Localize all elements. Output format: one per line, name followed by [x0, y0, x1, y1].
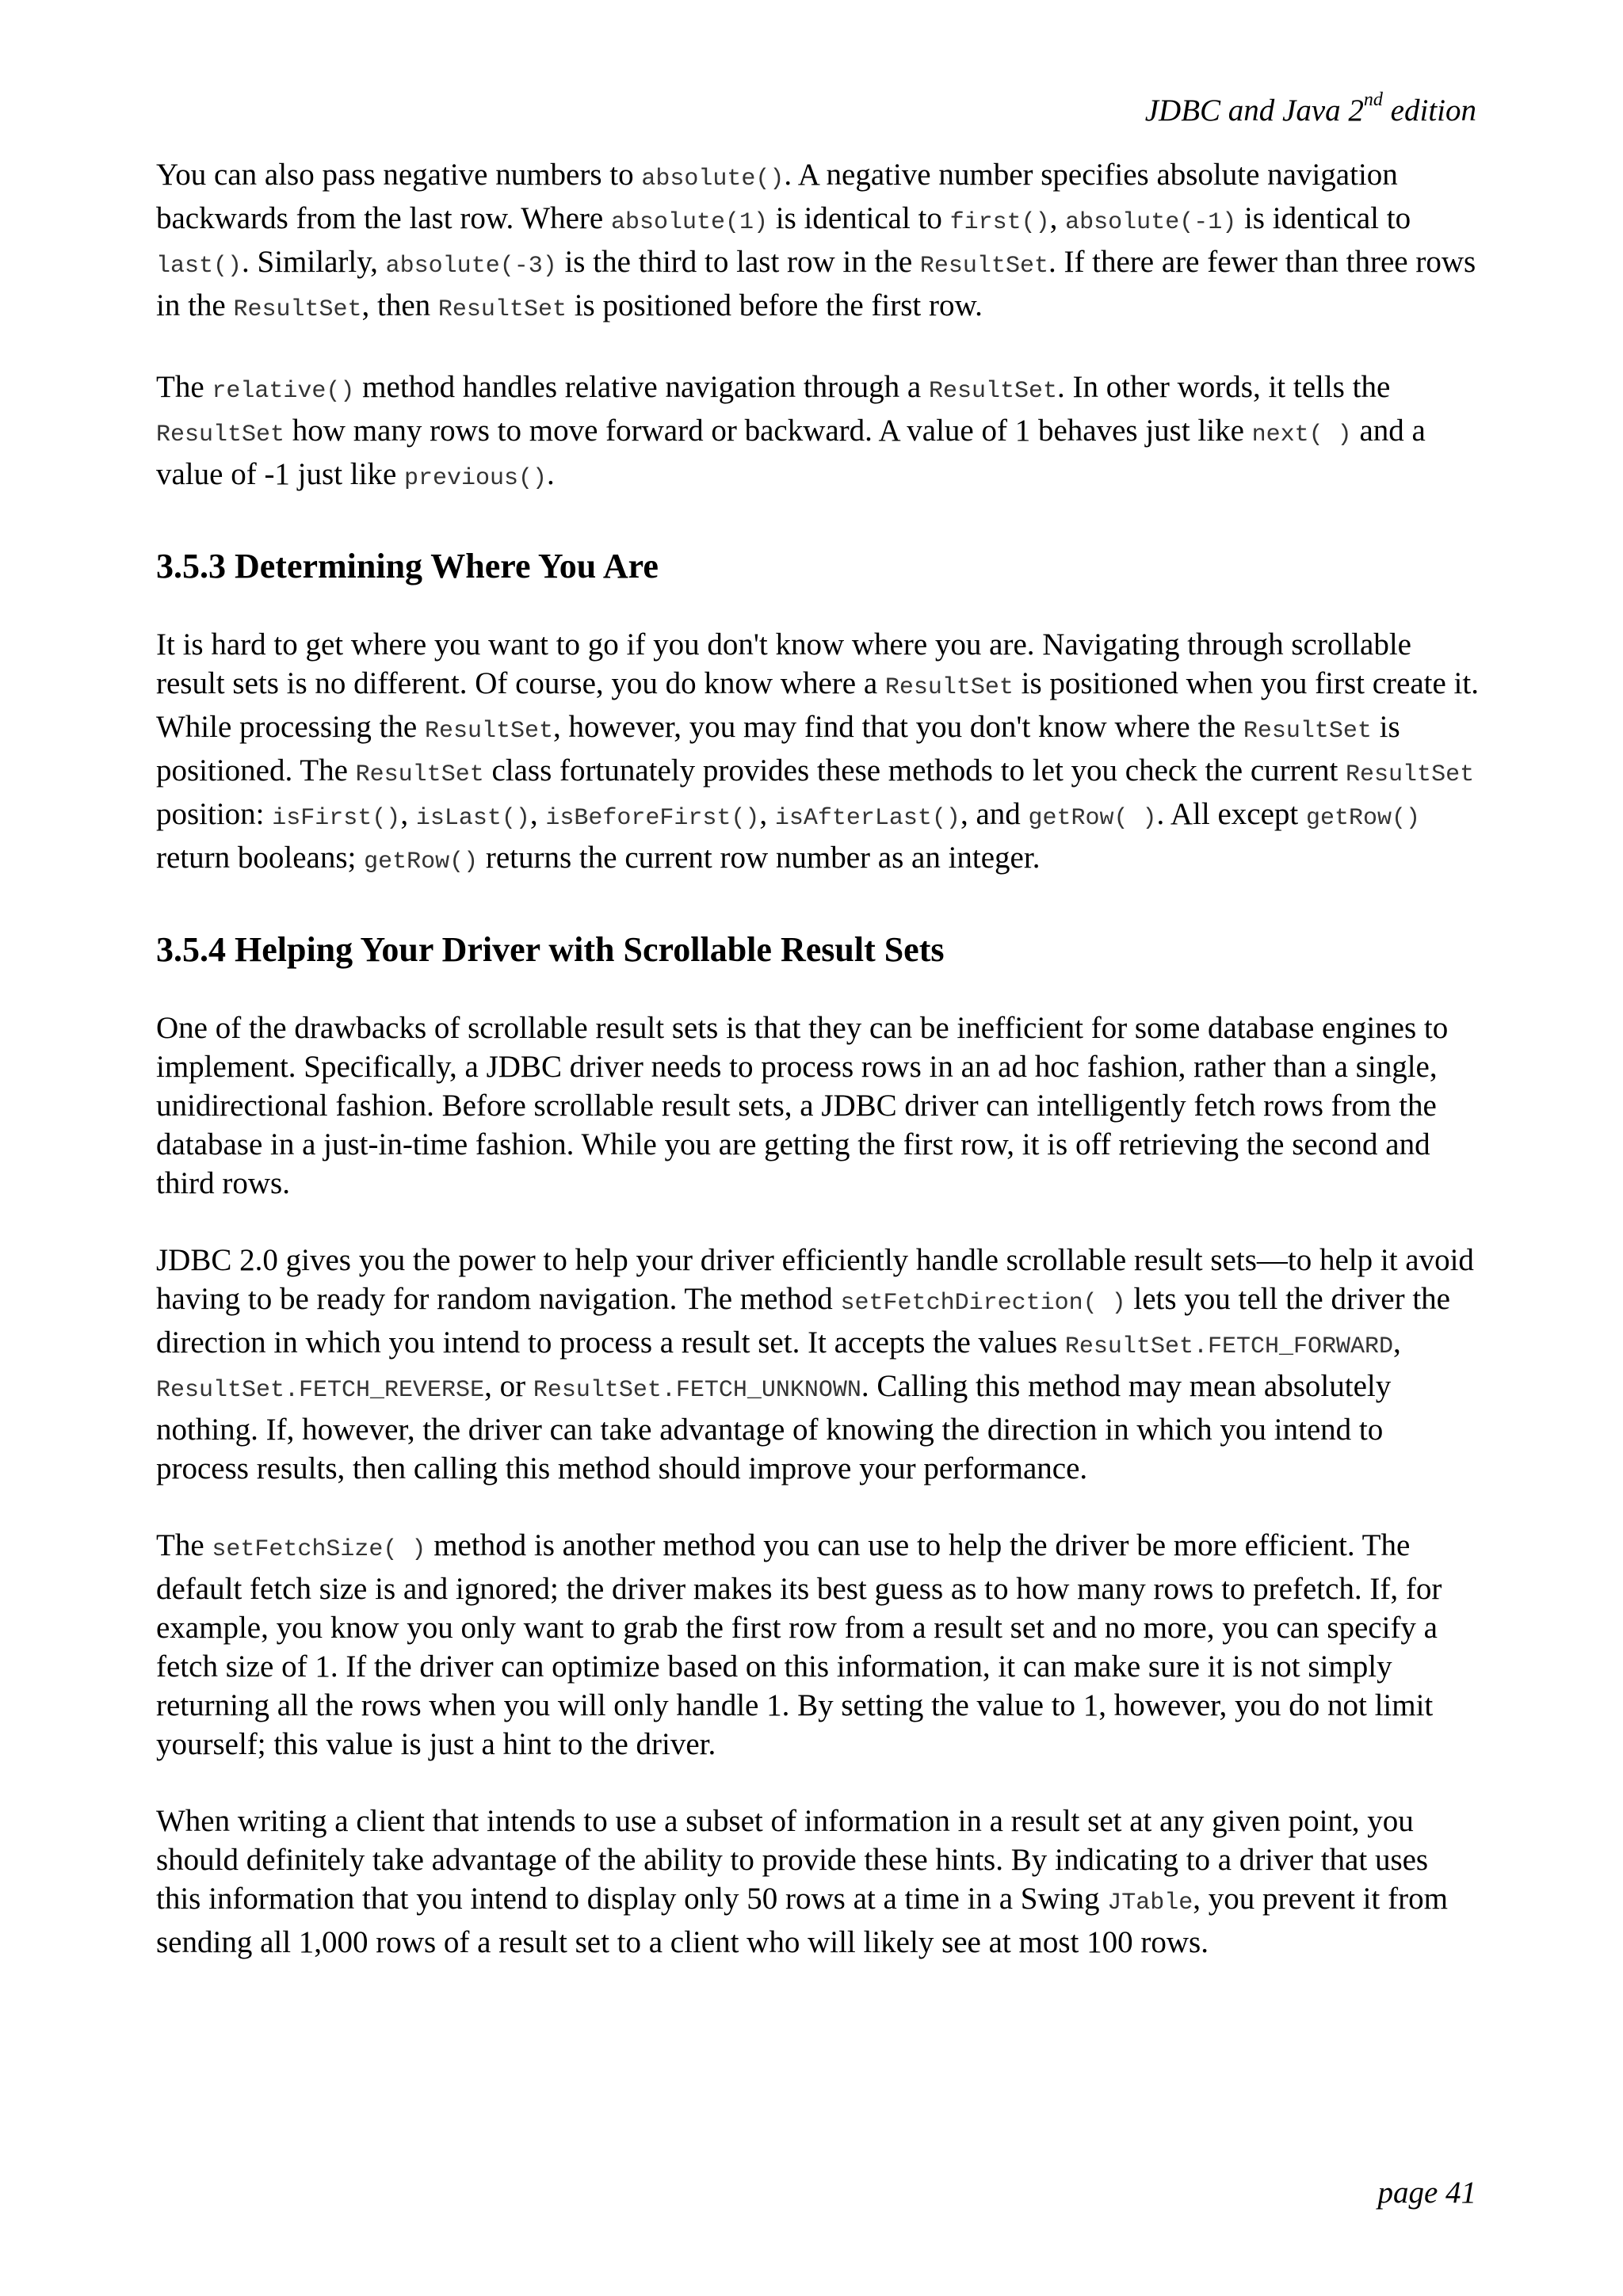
- text: You can also pass negative numbers to: [156, 158, 642, 192]
- section-heading-3-5-3: 3.5.3 Determining Where You Are: [156, 547, 659, 585]
- code-resultset: ResultSet: [884, 674, 1014, 701]
- text: .: [547, 457, 555, 491]
- text: position:: [156, 797, 273, 831]
- code-resultset: ResultSet: [1243, 718, 1372, 745]
- text: ,: [759, 797, 775, 831]
- code-absolute-1: absolute(1): [610, 209, 769, 236]
- code-getrow: getRow(): [364, 849, 479, 875]
- text: class fortunately provides these methods to let you check the current: [483, 753, 1346, 788]
- text: is positioned before the first row.: [566, 288, 983, 322]
- text: . If there are fewer than three rows in the: [156, 245, 1476, 322]
- code-resultset: ResultSet: [928, 378, 1057, 405]
- text: is positioned when you first create it. While processing the: [156, 666, 1479, 744]
- text: . Calling this method may mean absolutely nothing. If, however, the driver can take advantage of knowing the direction in which you intend to process results, then calling this method should improve your performance.: [156, 1369, 1392, 1486]
- code-absolute-minus-1: absolute(-1): [1065, 209, 1237, 236]
- text: ,: [529, 797, 546, 831]
- text: is identical to: [768, 201, 950, 235]
- code-jtable: JTable: [1107, 1890, 1193, 1917]
- code-previous: previous(): [404, 465, 548, 492]
- header-title: JDBC and Java 2: [1144, 93, 1364, 128]
- code-resultset: ResultSet: [1346, 761, 1475, 788]
- text: , then: [361, 288, 438, 322]
- text: , however, you may find that you don't know where the: [553, 710, 1243, 744]
- paragraph-absolute-negative: [156, 155, 1480, 330]
- code-first: first(): [949, 209, 1050, 236]
- text: JDBC 2.0 gives you the power to help your driver efficiently handle scrollable result sets—to help it avoid having to be ready for random navigation. The method: [156, 1243, 1474, 1316]
- code-resultset: ResultSet: [156, 421, 285, 448]
- code-relative: relative(): [212, 378, 355, 405]
- text: returns the current row number as an integer.: [478, 841, 1041, 875]
- text: . In other words, it tells the: [1057, 370, 1391, 404]
- text: and a value of -1 just like: [156, 414, 1426, 491]
- text: . A negative number specifies absolute navigation backwards from the last row. Where: [156, 158, 1398, 235]
- text: is positioned. The: [156, 710, 1400, 788]
- code-resultset: ResultSet: [424, 718, 554, 745]
- text: , and: [960, 797, 1029, 831]
- code-isafterlast: isAfterLast(): [774, 805, 960, 832]
- code-isfirst: isFirst(): [272, 805, 401, 832]
- code-setfetchsize: setFetchSize( ): [212, 1536, 426, 1563]
- section-heading-3-5-4: 3.5.4 Helping Your Driver with Scrollable Result Sets: [156, 930, 945, 969]
- header-title-suffix: edition: [1382, 93, 1476, 128]
- text: return booleans;: [156, 841, 365, 875]
- page-body: [156, 155, 1480, 2000]
- paragraph-fetch-direction: [156, 1241, 1480, 1488]
- text: . All except: [1156, 797, 1306, 831]
- code-absolute: absolute(): [641, 166, 785, 193]
- code-getrow: getRow(): [1305, 805, 1421, 832]
- text: It is hard to get where you want to go if you don't know where you are. Navigating through scrollable result sets is no different. Of course, you do know where a: [156, 627, 1411, 700]
- code-next: next( ): [1251, 421, 1352, 448]
- header-title-superscript: nd: [1363, 90, 1383, 110]
- text: ,: [400, 797, 416, 831]
- paragraph-fetch-size: [156, 1526, 1480, 1764]
- text: One of the drawbacks of scrollable result sets is that they can be inefficient for some database engines to implement. Specifically, a JDBC driver needs to process rows in an ad hoc fashion, rather than a single, unidirectional fashion. Before scrollable result sets, a JDBC driver can intelligently fetch rows from the database in a just-in-time fashion. While you are getting the first row, it is off retrieving the second and third rows.: [156, 1011, 1449, 1200]
- paragraph-determining-position: [156, 625, 1480, 882]
- paragraph-relative: [156, 368, 1480, 498]
- code-setfetchdirection: setFetchDirection( ): [840, 1290, 1126, 1317]
- text: , or: [484, 1369, 533, 1403]
- text: The: [156, 370, 212, 404]
- code-isbeforefirst: isBeforeFirst(): [545, 805, 760, 832]
- code-islast: isLast(): [415, 805, 530, 832]
- paragraph-client-hints: [156, 1802, 1480, 1962]
- text: ,: [1393, 1325, 1401, 1360]
- code-absolute-minus-3: absolute(-3): [385, 253, 557, 280]
- text: When writing a client that intends to use a subset of information in a result set at any given point, you should definitely take advantage of the ability to provide these hints. By indicating to a driver that uses this information that you intend to display only 50 rows at a time in a Swing: [156, 1804, 1429, 1916]
- paragraph-drawbacks: [156, 1009, 1480, 1203]
- text: ,: [1049, 201, 1066, 235]
- code-resultset: ResultSet: [919, 253, 1048, 280]
- code-resultset: ResultSet: [233, 296, 362, 323]
- page-number: page 41: [1377, 2176, 1476, 2210]
- code-fetch-forward: ResultSet.FETCH_FORWARD: [1064, 1333, 1393, 1360]
- code-resultset: ResultSet: [437, 296, 567, 323]
- text: how many rows to move forward or backward. A value of 1 behaves just like: [285, 414, 1252, 448]
- text: is identical to: [1236, 201, 1411, 235]
- code-getrow: getRow( ): [1028, 805, 1157, 832]
- text: The: [156, 1528, 212, 1562]
- text: method is another method you can use to help the driver be more efficient. The default fetch size is and ignored; the driver makes its best guess as to how many rows to prefetch. If, for example, you know you only want to grab the first row from a result set and no more, you can specify a fetch size of 1. If the driver can optimize based on this information, it can make sure it is not simply returning all the rows when you will only handle 1. By setting the value to 1, however, you do not limit yourself; this value is just a hint to the driver.: [156, 1528, 1442, 1761]
- text: is the third to last row in the: [556, 245, 920, 279]
- code-resultset: ResultSet: [355, 761, 484, 788]
- running-header: [1144, 90, 1476, 128]
- text: lets you tell the driver the direction in which you intend to process a result set. It accepts the values: [156, 1282, 1450, 1360]
- text: , you prevent it from sending all 1,000 rows of a result set to a client who will likely see at most 100 rows.: [156, 1882, 1448, 1959]
- text: . Similarly,: [242, 245, 386, 279]
- code-last: last(): [156, 253, 242, 280]
- code-fetch-reverse: ResultSet.FETCH_REVERSE: [156, 1377, 485, 1404]
- code-fetch-unknown: ResultSet.FETCH_UNKNOWN: [533, 1377, 861, 1404]
- text: method handles relative navigation through a: [354, 370, 929, 404]
